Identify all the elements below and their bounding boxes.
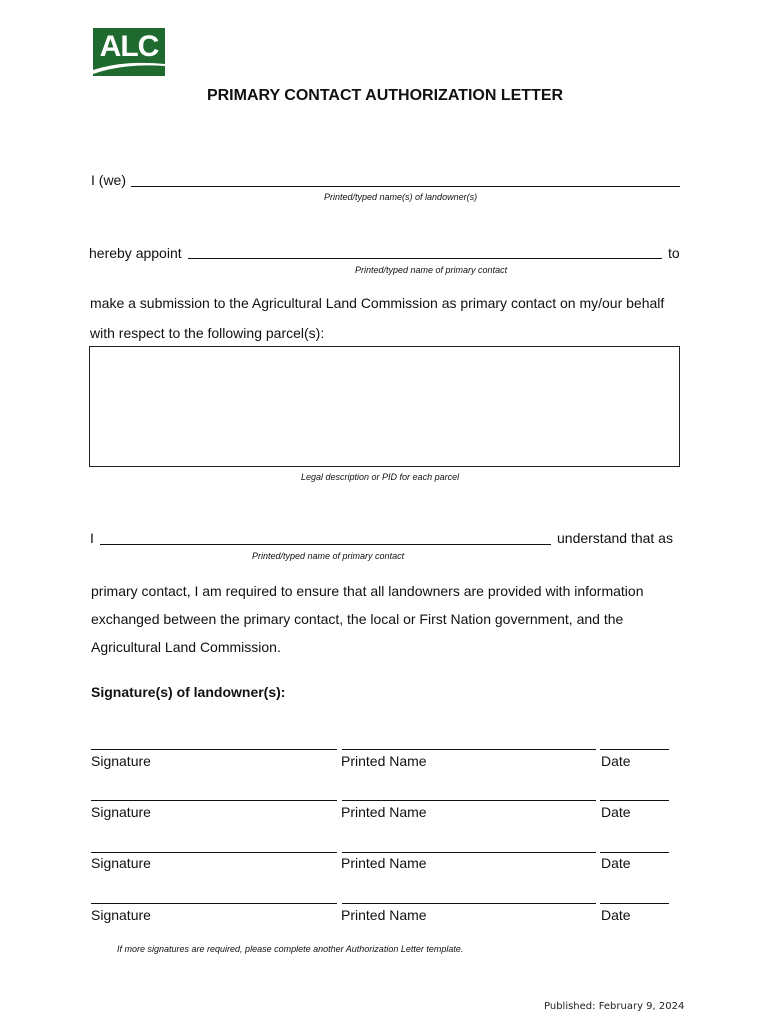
- signature-field-2[interactable]: [91, 800, 337, 801]
- parcel-description-box[interactable]: [89, 346, 680, 467]
- printed-name-field-1[interactable]: [342, 749, 596, 750]
- appoint-prefix: hereby appoint: [89, 245, 182, 261]
- understand-contact-name-field[interactable]: [100, 544, 551, 545]
- appoint-caption: Printed/typed name of primary contact: [355, 265, 508, 275]
- primary-contact-name-field[interactable]: [188, 258, 662, 259]
- date-field-1[interactable]: [600, 749, 669, 750]
- date-label-2: Date: [601, 804, 631, 820]
- signature-field-1[interactable]: [91, 749, 337, 750]
- date-label-4: Date: [601, 907, 631, 923]
- responsibility-text-line3: Agricultural Land Commission.: [91, 639, 281, 655]
- landowner-name-field[interactable]: [131, 186, 680, 187]
- date-label-3: Date: [601, 855, 631, 871]
- logo-text: ALC: [99, 30, 159, 63]
- printed-name-field-3[interactable]: [342, 852, 596, 853]
- printed-name-label-2: Printed Name: [341, 804, 427, 820]
- signatures-heading: Signature(s) of landowner(s):: [91, 684, 286, 700]
- date-field-3[interactable]: [600, 852, 669, 853]
- printed-name-label-1: Printed Name: [341, 753, 427, 769]
- published-date: Published: February 9, 2024: [544, 1001, 685, 1012]
- printed-name-label-4: Printed Name: [341, 907, 427, 923]
- printed-name-field-2[interactable]: [342, 800, 596, 801]
- appoint-suffix: to: [668, 245, 680, 261]
- signature-field-3[interactable]: [91, 852, 337, 853]
- landowner-caption: Printed/typed name(s) of landowner(s): [324, 192, 478, 202]
- parcel-caption: Legal description or PID for each parcel: [301, 472, 460, 482]
- signature-label-2: Signature: [91, 804, 151, 820]
- signature-label-4: Signature: [91, 907, 151, 923]
- responsibility-text-line2: exchanged between the primary contact, the local or First Nation government, and the: [91, 611, 624, 627]
- submission-text-line1: make a submission to the Agricultural Land Commission as primary contact on my/our behalf: [90, 295, 665, 311]
- understand-prefix: I: [90, 530, 94, 546]
- understand-caption: Printed/typed name of primary contact: [252, 551, 405, 561]
- logo-swoosh-icon: [93, 56, 165, 76]
- signature-field-4[interactable]: [91, 903, 337, 904]
- alc-logo: [93, 28, 165, 76]
- additional-signatures-note: If more signatures are required, please complete another Authorization Letter template.: [117, 944, 464, 954]
- responsibility-text-line1: primary contact, I am required to ensure that all landowners are provided with information: [91, 583, 644, 599]
- signature-label-1: Signature: [91, 753, 151, 769]
- date-field-2[interactable]: [600, 800, 669, 801]
- date-label-1: Date: [601, 753, 631, 769]
- submission-text-line2: with respect to the following parcel(s):: [90, 325, 325, 341]
- date-field-4[interactable]: [600, 903, 669, 904]
- landowner-prefix: I (we): [91, 172, 126, 188]
- signature-label-3: Signature: [91, 855, 151, 871]
- understand-suffix: understand that as: [557, 530, 673, 546]
- printed-name-field-4[interactable]: [342, 903, 596, 904]
- page-title: PRIMARY CONTACT AUTHORIZATION LETTER: [206, 87, 564, 104]
- printed-name-label-3: Printed Name: [341, 855, 427, 871]
